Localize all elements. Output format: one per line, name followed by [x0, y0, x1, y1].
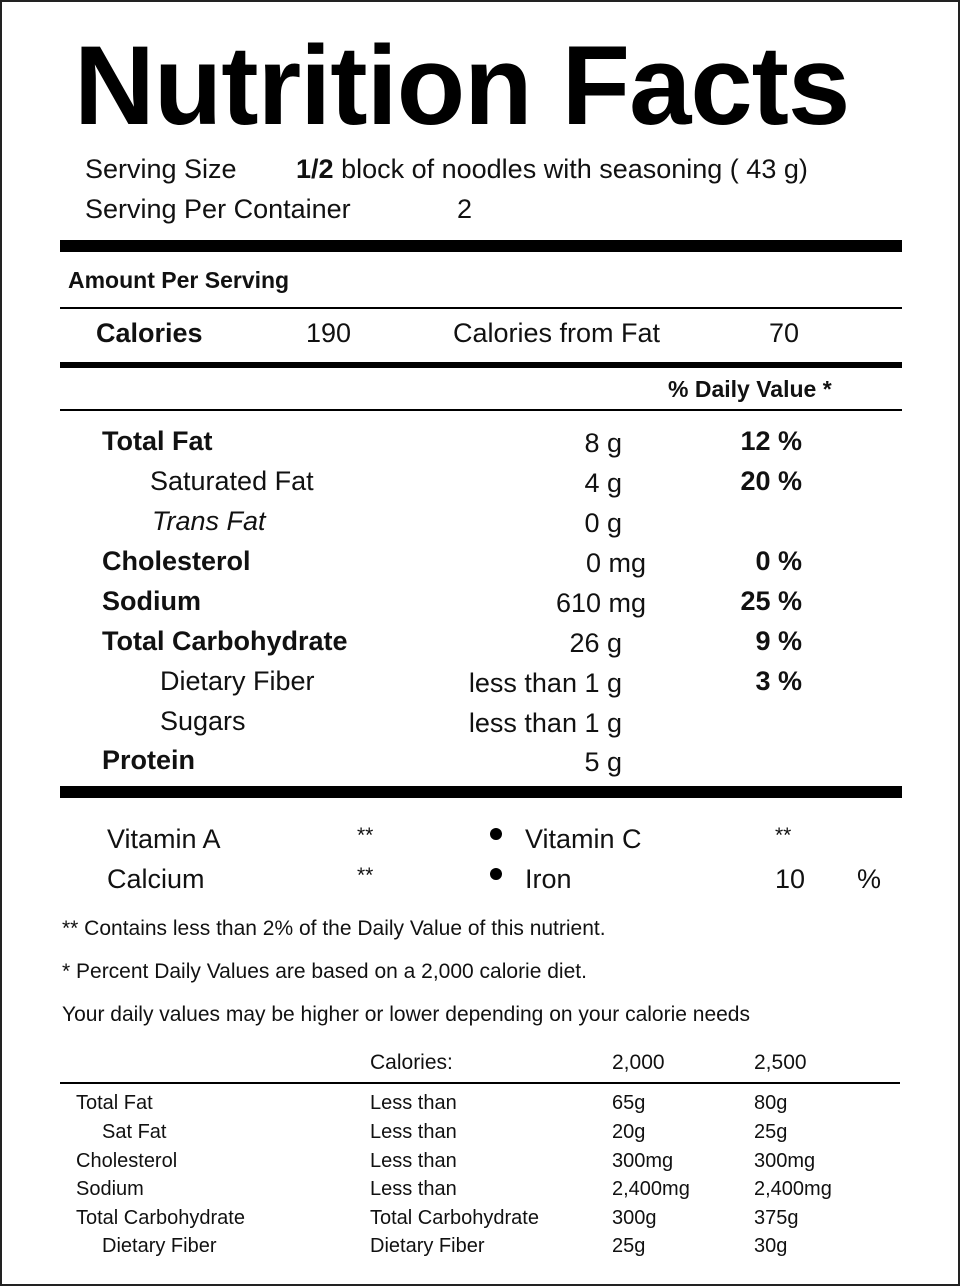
vitamin-c-label: Vitamin C — [525, 824, 642, 854]
ref-qualifier: Total Carbohydrate — [370, 1207, 539, 1229]
vitamin-c-value: ** — [775, 824, 792, 847]
ref-nutrient: Dietary Fiber — [102, 1235, 217, 1257]
nutrient-amount: 0 g — [584, 508, 622, 538]
ref-value-2500: 375g — [754, 1207, 799, 1229]
ref-header-calories-label: Calories: — [370, 1051, 453, 1074]
footnote-percent-daily-values: * Percent Daily Values are based on a 2,000 calorie diet. — [62, 960, 587, 983]
calories-label: Calories — [96, 318, 203, 348]
nutrient-name: Trans Fat — [152, 506, 266, 536]
ref-header-2000: 2,000 — [612, 1051, 665, 1074]
iron-value: 10 — [775, 864, 806, 894]
ref-value-2500: 30g — [754, 1235, 788, 1257]
nutrient-amount: less than 1 g — [468, 708, 622, 738]
nutrient-name: Total Carbohydrate — [102, 626, 348, 656]
ref-qualifier: Less than — [370, 1121, 457, 1143]
nutrient-name: Cholesterol — [102, 546, 251, 576]
servings-per-container-value: 2 — [457, 194, 473, 224]
nutrient-daily-value: 0 % — [755, 546, 802, 576]
ref-qualifier: Less than — [370, 1178, 457, 1200]
thick-divider — [60, 240, 902, 252]
ref-value-2000: 2,400mg — [612, 1178, 690, 1200]
calcium-value: ** — [357, 864, 374, 887]
ref-nutrient: Sat Fat — [102, 1121, 167, 1143]
calories-from-fat-label: Calories from Fat — [453, 318, 661, 348]
amount-per-serving: Amount Per Serving — [68, 267, 290, 293]
ref-value-2000: 20g — [612, 1121, 646, 1143]
vitamin-a-value: ** — [357, 824, 374, 847]
nutrient-daily-value: 3 % — [755, 666, 802, 696]
nutrient-name: Saturated Fat — [150, 466, 314, 496]
nutrient-amount: 610 mg — [555, 588, 646, 618]
serving-size-text: block of noodles with seasoning ( 43 g) — [341, 154, 808, 184]
medium-divider — [60, 362, 902, 368]
iron-unit: % — [857, 864, 882, 894]
iron-label: Iron — [525, 864, 572, 894]
label-title: Nutrition Facts — [74, 23, 850, 148]
nutrient-amount: 26 g — [569, 628, 622, 658]
nutrient-amount: 8 g — [584, 428, 622, 458]
ref-value-2000: 300mg — [612, 1150, 674, 1172]
nutrient-daily-value: 9 % — [755, 626, 802, 656]
bullet-icon — [490, 828, 502, 840]
footnote-less-than-2-percent: ** Contains less than 2% of the Daily Value of this nutrient. — [62, 917, 606, 940]
ref-value-2000: 25g — [612, 1235, 646, 1257]
nutrient-amount: less than 1 g — [468, 668, 622, 698]
thick-divider — [60, 786, 902, 798]
nutrient-name: Total Fat — [102, 426, 213, 456]
nutrient-amount: 4 g — [584, 468, 622, 498]
calcium-label: Calcium — [107, 864, 205, 894]
serving-size-value — [296, 152, 808, 186]
nutrient-daily-value: 12 % — [740, 426, 802, 456]
ref-qualifier: Less than — [370, 1150, 457, 1172]
bullet-icon — [490, 868, 502, 880]
ref-value-2500: 25g — [754, 1121, 788, 1143]
ref-nutrient: Total Carbohydrate — [76, 1207, 245, 1229]
table-divider — [60, 1082, 900, 1084]
footnote-daily-values-vary: Your daily values may be higher or lower depending on your calorie needs — [62, 1003, 750, 1026]
nutrient-amount: 0 mg — [585, 548, 646, 578]
nutrient-amount: 5 g — [584, 747, 622, 777]
nutrient-daily-value: 25 % — [740, 586, 802, 616]
ref-nutrient: Total Fat — [76, 1092, 153, 1114]
calories-from-fat-value: 70 — [769, 318, 800, 348]
nutrient-daily-value: 20 % — [740, 466, 802, 496]
ref-nutrient: Sodium — [76, 1178, 144, 1200]
ref-qualifier: Less than — [370, 1092, 457, 1114]
nutrient-name: Protein — [102, 745, 196, 775]
ref-value-2500: 300mg — [754, 1150, 816, 1172]
nutrient-name: Dietary Fiber — [160, 666, 315, 696]
serving-size-amount: 1/2 — [296, 154, 334, 184]
ref-value-2000: 65g — [612, 1092, 646, 1114]
servings-per-container-label: Serving Per Container — [85, 194, 351, 224]
daily-value-header: % Daily Value * — [668, 376, 832, 402]
thin-divider — [60, 307, 902, 309]
nutrient-name: Sodium — [102, 586, 201, 616]
ref-value-2500: 2,400mg — [754, 1178, 832, 1200]
ref-value-2000: 300g — [612, 1207, 657, 1229]
vitamin-a-label: Vitamin A — [107, 824, 221, 854]
nutrient-name: Sugars — [160, 706, 246, 736]
ref-qualifier: Dietary Fiber — [370, 1235, 485, 1257]
thin-divider — [60, 409, 902, 411]
ref-value-2500: 80g — [754, 1092, 788, 1114]
calories-value: 190 — [306, 318, 352, 348]
ref-nutrient: Cholesterol — [76, 1150, 178, 1172]
ref-header-2500: 2,500 — [754, 1051, 807, 1074]
serving-size-label: Serving Size — [85, 154, 237, 184]
